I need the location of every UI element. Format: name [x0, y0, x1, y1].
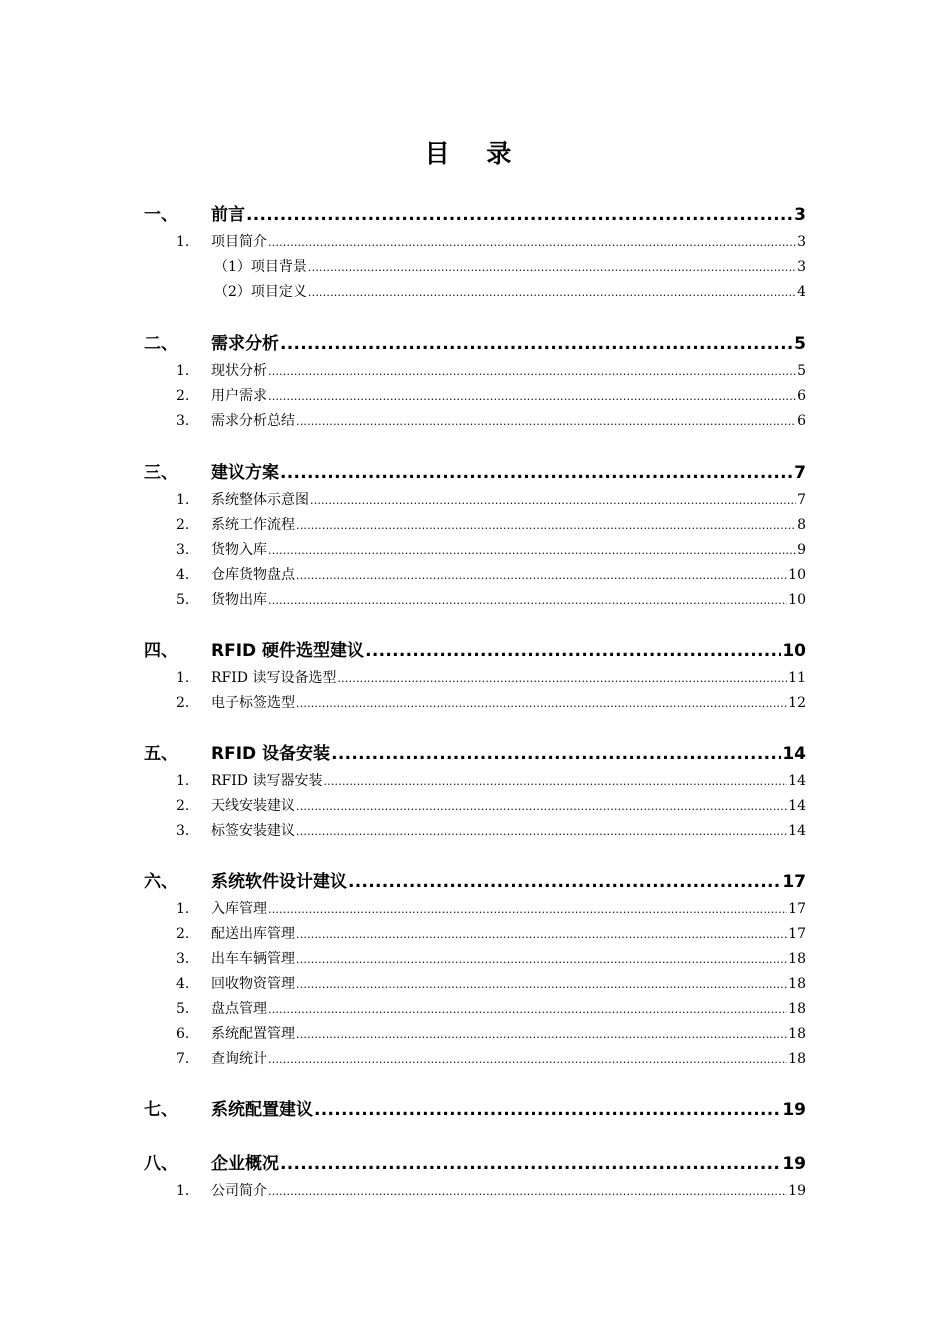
subsection-page-number: 7: [797, 492, 806, 508]
subsection-page-number: 14: [788, 798, 806, 814]
subsection-page-number: 11: [788, 670, 806, 686]
section-label: 需求分析: [211, 334, 279, 354]
subsection-line: [214, 255, 806, 280]
subsection-page-number: 19: [788, 1183, 806, 1199]
dot-leader: [310, 489, 796, 513]
dot-leader: [296, 1023, 787, 1047]
subsection-number: 2.: [176, 926, 190, 942]
toc-subsection-entry[interactable]: [176, 230, 806, 254]
section-line: [211, 638, 806, 664]
subsection-page-number: 14: [788, 773, 806, 789]
subsection-page-number: 6: [797, 388, 806, 404]
subsection-number: 1.: [176, 363, 190, 379]
toc-subsection-entry[interactable]: [176, 997, 806, 1021]
subsection-number: 3.: [176, 413, 190, 429]
toc-subsection-entry[interactable]: [176, 769, 806, 793]
subsection-page-number: 4: [797, 284, 806, 300]
toc-subsection-entry[interactable]: [176, 1179, 806, 1203]
subsection-number: 4.: [176, 567, 190, 583]
toc-subsection-entry[interactable]: [176, 794, 806, 818]
subsection-label: 仓库货物盘点: [211, 567, 295, 583]
dot-leader: [314, 1097, 781, 1123]
dot-leader: [296, 564, 787, 588]
section-number: 八、: [144, 1154, 178, 1174]
dot-leader: [280, 331, 793, 357]
section-label: 企业概况: [211, 1154, 279, 1174]
toc-subsection-entry[interactable]: [176, 819, 806, 843]
toc-subsection-entry[interactable]: [176, 280, 806, 304]
dot-leader: [308, 256, 796, 280]
subsection-line: [211, 538, 806, 563]
section-label: 建议方案: [211, 463, 279, 483]
dot-leader: [296, 973, 787, 997]
subsection-label: 标签安装建议: [211, 823, 295, 839]
section-label: 系统配置建议: [211, 1100, 313, 1120]
subsection-line: [211, 997, 806, 1022]
section-number: 四、: [144, 641, 178, 661]
section-line: [211, 202, 806, 228]
subsection-line: [211, 972, 806, 997]
toc-subsection-entry[interactable]: [176, 1047, 806, 1071]
subsection-number: 3.: [176, 542, 190, 558]
subsection-number: 5.: [176, 592, 190, 608]
toc-section-entry[interactable]: [144, 1151, 806, 1177]
subsection-page-number: 10: [788, 592, 806, 608]
toc-subsection-entry[interactable]: [176, 972, 806, 996]
dot-leader: [268, 539, 796, 563]
subsection-label: 回收物资管理: [211, 976, 295, 992]
dot-leader: [268, 1180, 787, 1204]
subsection-label: 天线安装建议: [211, 798, 295, 814]
section-page-number: 5: [794, 334, 806, 354]
subsection-label: 货物出库: [211, 592, 267, 608]
toc-section-entry[interactable]: [144, 202, 806, 228]
section-number: 七、: [144, 1100, 178, 1120]
subsection-label: 查询统计: [211, 1051, 267, 1067]
subsection-line: [211, 230, 806, 255]
subsection-label: 出车车辆管理: [211, 951, 295, 967]
subsection-page-number: 5: [797, 363, 806, 379]
dot-leader: [296, 514, 796, 538]
section-page-number: 3: [794, 205, 806, 225]
subsection-line: [211, 922, 806, 947]
section-number: 二、: [144, 334, 178, 354]
subsection-label: 项目简介: [211, 234, 267, 250]
dot-leader: [296, 820, 787, 844]
dot-leader: [246, 202, 793, 228]
subsection-label: （1）项目背景: [214, 259, 307, 275]
dot-leader: [331, 741, 781, 767]
subsection-number: 2.: [176, 388, 190, 404]
toc-title: 目 录: [424, 139, 526, 168]
section-number: 六、: [144, 872, 178, 892]
section-line: [211, 1151, 806, 1177]
subsection-number: 2.: [176, 695, 190, 711]
section-page-number: 19: [782, 1154, 806, 1174]
toc-section-entry[interactable]: [144, 460, 806, 486]
section-line: [211, 460, 806, 486]
toc-subsection-entry[interactable]: [176, 563, 806, 587]
subsection-page-number: 18: [788, 976, 806, 992]
subsection-page-number: 9: [797, 542, 806, 558]
subsection-number: 3.: [176, 823, 190, 839]
subsection-page-number: 17: [788, 926, 806, 942]
dot-leader: [280, 460, 793, 486]
subsection-number: 3.: [176, 951, 190, 967]
toc-subsection-entry[interactable]: [176, 897, 806, 921]
toc-subsection-entry[interactable]: [176, 488, 806, 512]
subsection-label: 电子标签选型: [211, 695, 295, 711]
dot-leader: [296, 948, 787, 972]
subsection-line: [211, 513, 806, 538]
toc-subsection-entry[interactable]: [176, 588, 806, 612]
section-line: [211, 869, 806, 895]
section-line: [211, 741, 806, 767]
dot-leader: [296, 795, 787, 819]
subsection-number: 4.: [176, 976, 190, 992]
dot-leader: [268, 385, 796, 409]
subsection-number: 1.: [176, 773, 190, 789]
subsection-page-number: 18: [788, 1051, 806, 1067]
subsection-page-number: 10: [788, 567, 806, 583]
dot-leader: [323, 770, 787, 794]
dot-leader: [268, 1048, 787, 1072]
subsection-label: 系统整体示意图: [211, 492, 309, 508]
subsection-label: 公司简介: [211, 1183, 267, 1199]
subsection-number: 1.: [176, 901, 190, 917]
toc-subsection-entry[interactable]: [176, 409, 806, 433]
dot-leader: [268, 589, 787, 613]
subsection-number: 1.: [176, 234, 190, 250]
subsection-line: [211, 1179, 806, 1204]
dot-leader: [280, 1151, 781, 1177]
subsection-number: 1.: [176, 670, 190, 686]
subsection-label: 配送出库管理: [211, 926, 295, 942]
toc-subsection-entry[interactable]: [176, 255, 806, 279]
subsection-label: 盘点管理: [211, 1001, 267, 1017]
subsection-page-number: 18: [788, 951, 806, 967]
toc-section-entry[interactable]: [144, 331, 806, 357]
toc-subsection-entry[interactable]: [176, 384, 806, 408]
section-number: 一、: [144, 205, 178, 225]
toc-section-entry[interactable]: [144, 741, 806, 767]
subsection-page-number: 18: [788, 1026, 806, 1042]
dot-leader: [348, 869, 781, 895]
subsection-line: [211, 819, 806, 844]
section-label: RFID 硬件选型建议: [211, 641, 365, 661]
subsection-page-number: 8: [797, 517, 806, 533]
dot-leader: [365, 638, 781, 664]
section-number: 五、: [144, 744, 178, 764]
toc-subsection-entry[interactable]: [176, 922, 806, 946]
toc-subsection-entry[interactable]: [176, 1022, 806, 1046]
toc-subsection-entry[interactable]: [176, 513, 806, 537]
section-page-number: 17: [782, 872, 806, 892]
subsection-line: [211, 563, 806, 588]
section-line: [211, 1097, 806, 1123]
toc-subsection-entry[interactable]: [176, 666, 806, 690]
subsection-label: （2）项目定义: [214, 284, 307, 300]
subsection-page-number: 12: [788, 695, 806, 711]
subsection-label: 需求分析总结: [211, 413, 295, 429]
subsection-line: [211, 1022, 806, 1047]
section-label: RFID 设备安装: [211, 744, 331, 764]
subsection-number: 1.: [176, 492, 190, 508]
subsection-line: [211, 409, 806, 434]
subsection-label: 入库管理: [211, 901, 267, 917]
subsection-label: 货物入库: [211, 542, 267, 558]
dot-leader: [296, 923, 787, 947]
subsection-line: [211, 794, 806, 819]
dot-leader: [337, 667, 787, 691]
toc-subsection-entry[interactable]: [176, 947, 806, 971]
toc-subsection-entry[interactable]: [176, 359, 806, 383]
section-line: [211, 331, 806, 357]
section-page-number: 19: [782, 1100, 806, 1120]
dot-leader: [268, 998, 787, 1022]
subsection-label: RFID 读写器安装: [211, 773, 323, 789]
dot-leader: [268, 360, 796, 384]
subsection-page-number: 14: [788, 823, 806, 839]
subsection-number: 5.: [176, 1001, 190, 1017]
subsection-page-number: 6: [797, 413, 806, 429]
section-number: 三、: [144, 463, 178, 483]
toc-section-entry[interactable]: [144, 638, 806, 664]
section-page-number: 7: [794, 463, 806, 483]
toc-section-entry[interactable]: [144, 869, 806, 895]
toc-section-entry[interactable]: [144, 1097, 806, 1123]
section-label: 前言: [211, 205, 245, 225]
subsection-label: RFID 读写设备选型: [211, 670, 337, 686]
subsection-page-number: 17: [788, 901, 806, 917]
subsection-line: [211, 666, 806, 691]
dot-leader: [268, 231, 796, 255]
subsection-line: [211, 359, 806, 384]
subsection-number: 7.: [176, 1051, 190, 1067]
subsection-label: 用户需求: [211, 388, 267, 404]
dot-leader: [296, 692, 787, 716]
subsection-line: [211, 769, 806, 794]
subsection-line: [211, 1047, 806, 1072]
subsection-line: [211, 384, 806, 409]
subsection-label: 系统工作流程: [211, 517, 295, 533]
subsection-line: [211, 897, 806, 922]
subsection-number: 2.: [176, 798, 190, 814]
dot-leader: [296, 410, 796, 434]
subsection-line: [211, 588, 806, 613]
subsection-line: [211, 947, 806, 972]
subsection-page-number: 3: [797, 234, 806, 250]
subsection-label: 系统配置管理: [211, 1026, 295, 1042]
dot-leader: [268, 898, 787, 922]
subsection-page-number: 18: [788, 1001, 806, 1017]
subsection-label: 现状分析: [211, 363, 267, 379]
subsection-number: 1.: [176, 1183, 190, 1199]
toc-subsection-entry[interactable]: [176, 538, 806, 562]
subsection-line: [211, 691, 806, 716]
subsection-line: [214, 280, 806, 305]
subsection-line: [211, 488, 806, 513]
dot-leader: [308, 281, 796, 305]
subsection-number: 6.: [176, 1026, 190, 1042]
toc-subsection-entry[interactable]: [176, 691, 806, 715]
subsection-number: 2.: [176, 517, 190, 533]
subsection-page-number: 3: [797, 259, 806, 275]
section-page-number: 14: [782, 744, 806, 764]
section-page-number: 10: [782, 641, 806, 661]
section-label: 系统软件设计建议: [211, 872, 347, 892]
